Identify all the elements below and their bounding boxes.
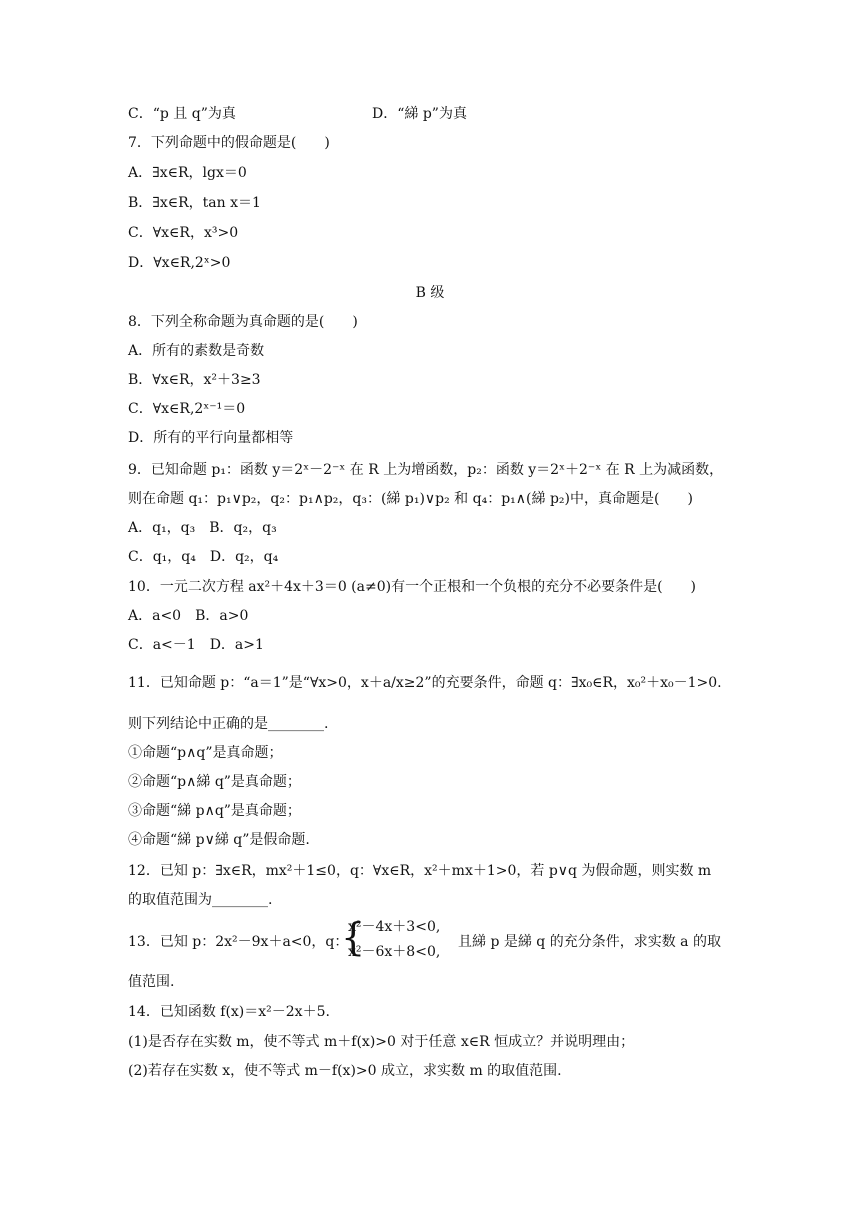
q13-lead: 13．已知 p：2x²－9x＋a<0，q： [128,934,349,950]
q8-option-d: D．所有的平行向量都相等 [128,430,294,446]
q7-option-b: B．∃x∈R，tan x＝1 [128,195,261,211]
q11-item-4: ④命题“綈 p∨綈 q”是假命题. [128,832,310,848]
q9-options-row-1: A．q₁，q₃ B．q₂，q₃ [128,520,277,536]
q9-options-row-2: C．q₁，q₄ D．q₂，q₄ [128,549,279,565]
q11-item-1: ①命题“p∧q”是真命题； [128,745,283,761]
q12-line-2: 的取值范围为________. [128,892,273,908]
q14-stem: 14．已知函数 f(x)＝x²－2x＋5. [128,1004,330,1020]
q11-line-1: 11．已知命题 p：“a＝1”是“∀x>0，x＋a/x≥2”的充要条件，命题 q：∃x₀∈R，x₀²＋x₀－1>0. [128,675,722,691]
q11-line-2: 则下列结论中正确的是________. [128,716,329,732]
section-heading: B 级 [415,285,445,301]
q13-line-2: 值范围. [128,974,175,990]
q7-option-c: C．∀x∈R，x³>0 [128,225,239,241]
q8-stem: 8．下列全称命题为真命题的是( ) [128,314,358,330]
q9-line-1: 9．已知命题 p₁：函数 y＝2ˣ－2⁻ˣ 在 R 上为增函数，p₂：函数 y＝2ˣ＋2⁻ˣ 在 R 上为减函数， [128,462,724,478]
q7-stem: 7．下列命题中的假命题是( ) [128,135,330,151]
system-brace: { [341,915,366,959]
q8-option-c: C．∀x∈R,2ˣ⁻¹＝0 [128,401,246,417]
q11-item-2: ②命题“p∧綈 q”是真命题； [128,774,301,790]
q14-part-1: (1)是否存在实数 m，使不等式 m＋f(x)>0 对于任意 x∈R 恒成立？并说明理由； [128,1034,635,1050]
q13-rest: 且綈 p 是綈 q 的充分条件，求实数 a 的取 [458,934,721,950]
q6-option-d: D．“綈 p”为真 [372,106,467,122]
q10-options-row-1: A．a<0 B．a>0 [128,608,249,624]
q13-system-line-2: x²－6x＋8<0, [348,944,441,960]
q10-options-row-2: C．a<－1 D．a>1 [128,637,264,653]
q6-option-c: C．“p 且 q”为真 [128,106,236,122]
q8-option-b: B．∀x∈R，x²＋3≥3 [128,372,261,388]
q12-line-1: 12．已知 p：∃x∈R，mx²＋1≤0，q：∀x∈R，x²＋mx＋1>0，若 p∨q 为假命题，则实数 m [128,863,712,879]
q13-system-line-1: x²－4x＋3<0, [348,919,441,935]
q14-part-2: (2)若存在实数 x，使不等式 m－f(x)>0 成立，求实数 m 的取值范围. [128,1063,562,1079]
q10-stem: 10．一元二次方程 ax²＋4x＋3＝0 (a≠0)有一个正根和一个负根的充分不必要条件是( ) [128,579,697,595]
q9-line-2: 则在命题 q₁：p₁∨p₂，q₂：p₁∧p₂，q₃：(綈 p₁)∨p₂ 和 q₄：p₁∧(綈 p₂)中，真命题是( ) [128,491,693,507]
q7-option-a: A．∃x∈R，lgx＝0 [128,165,247,181]
q11-item-3: ③命题“綈 p∧q”是真命题； [128,803,301,819]
q7-option-d: D．∀x∈R,2ˣ>0 [128,255,231,271]
q8-option-a: A．所有的素数是奇数 [128,343,265,359]
